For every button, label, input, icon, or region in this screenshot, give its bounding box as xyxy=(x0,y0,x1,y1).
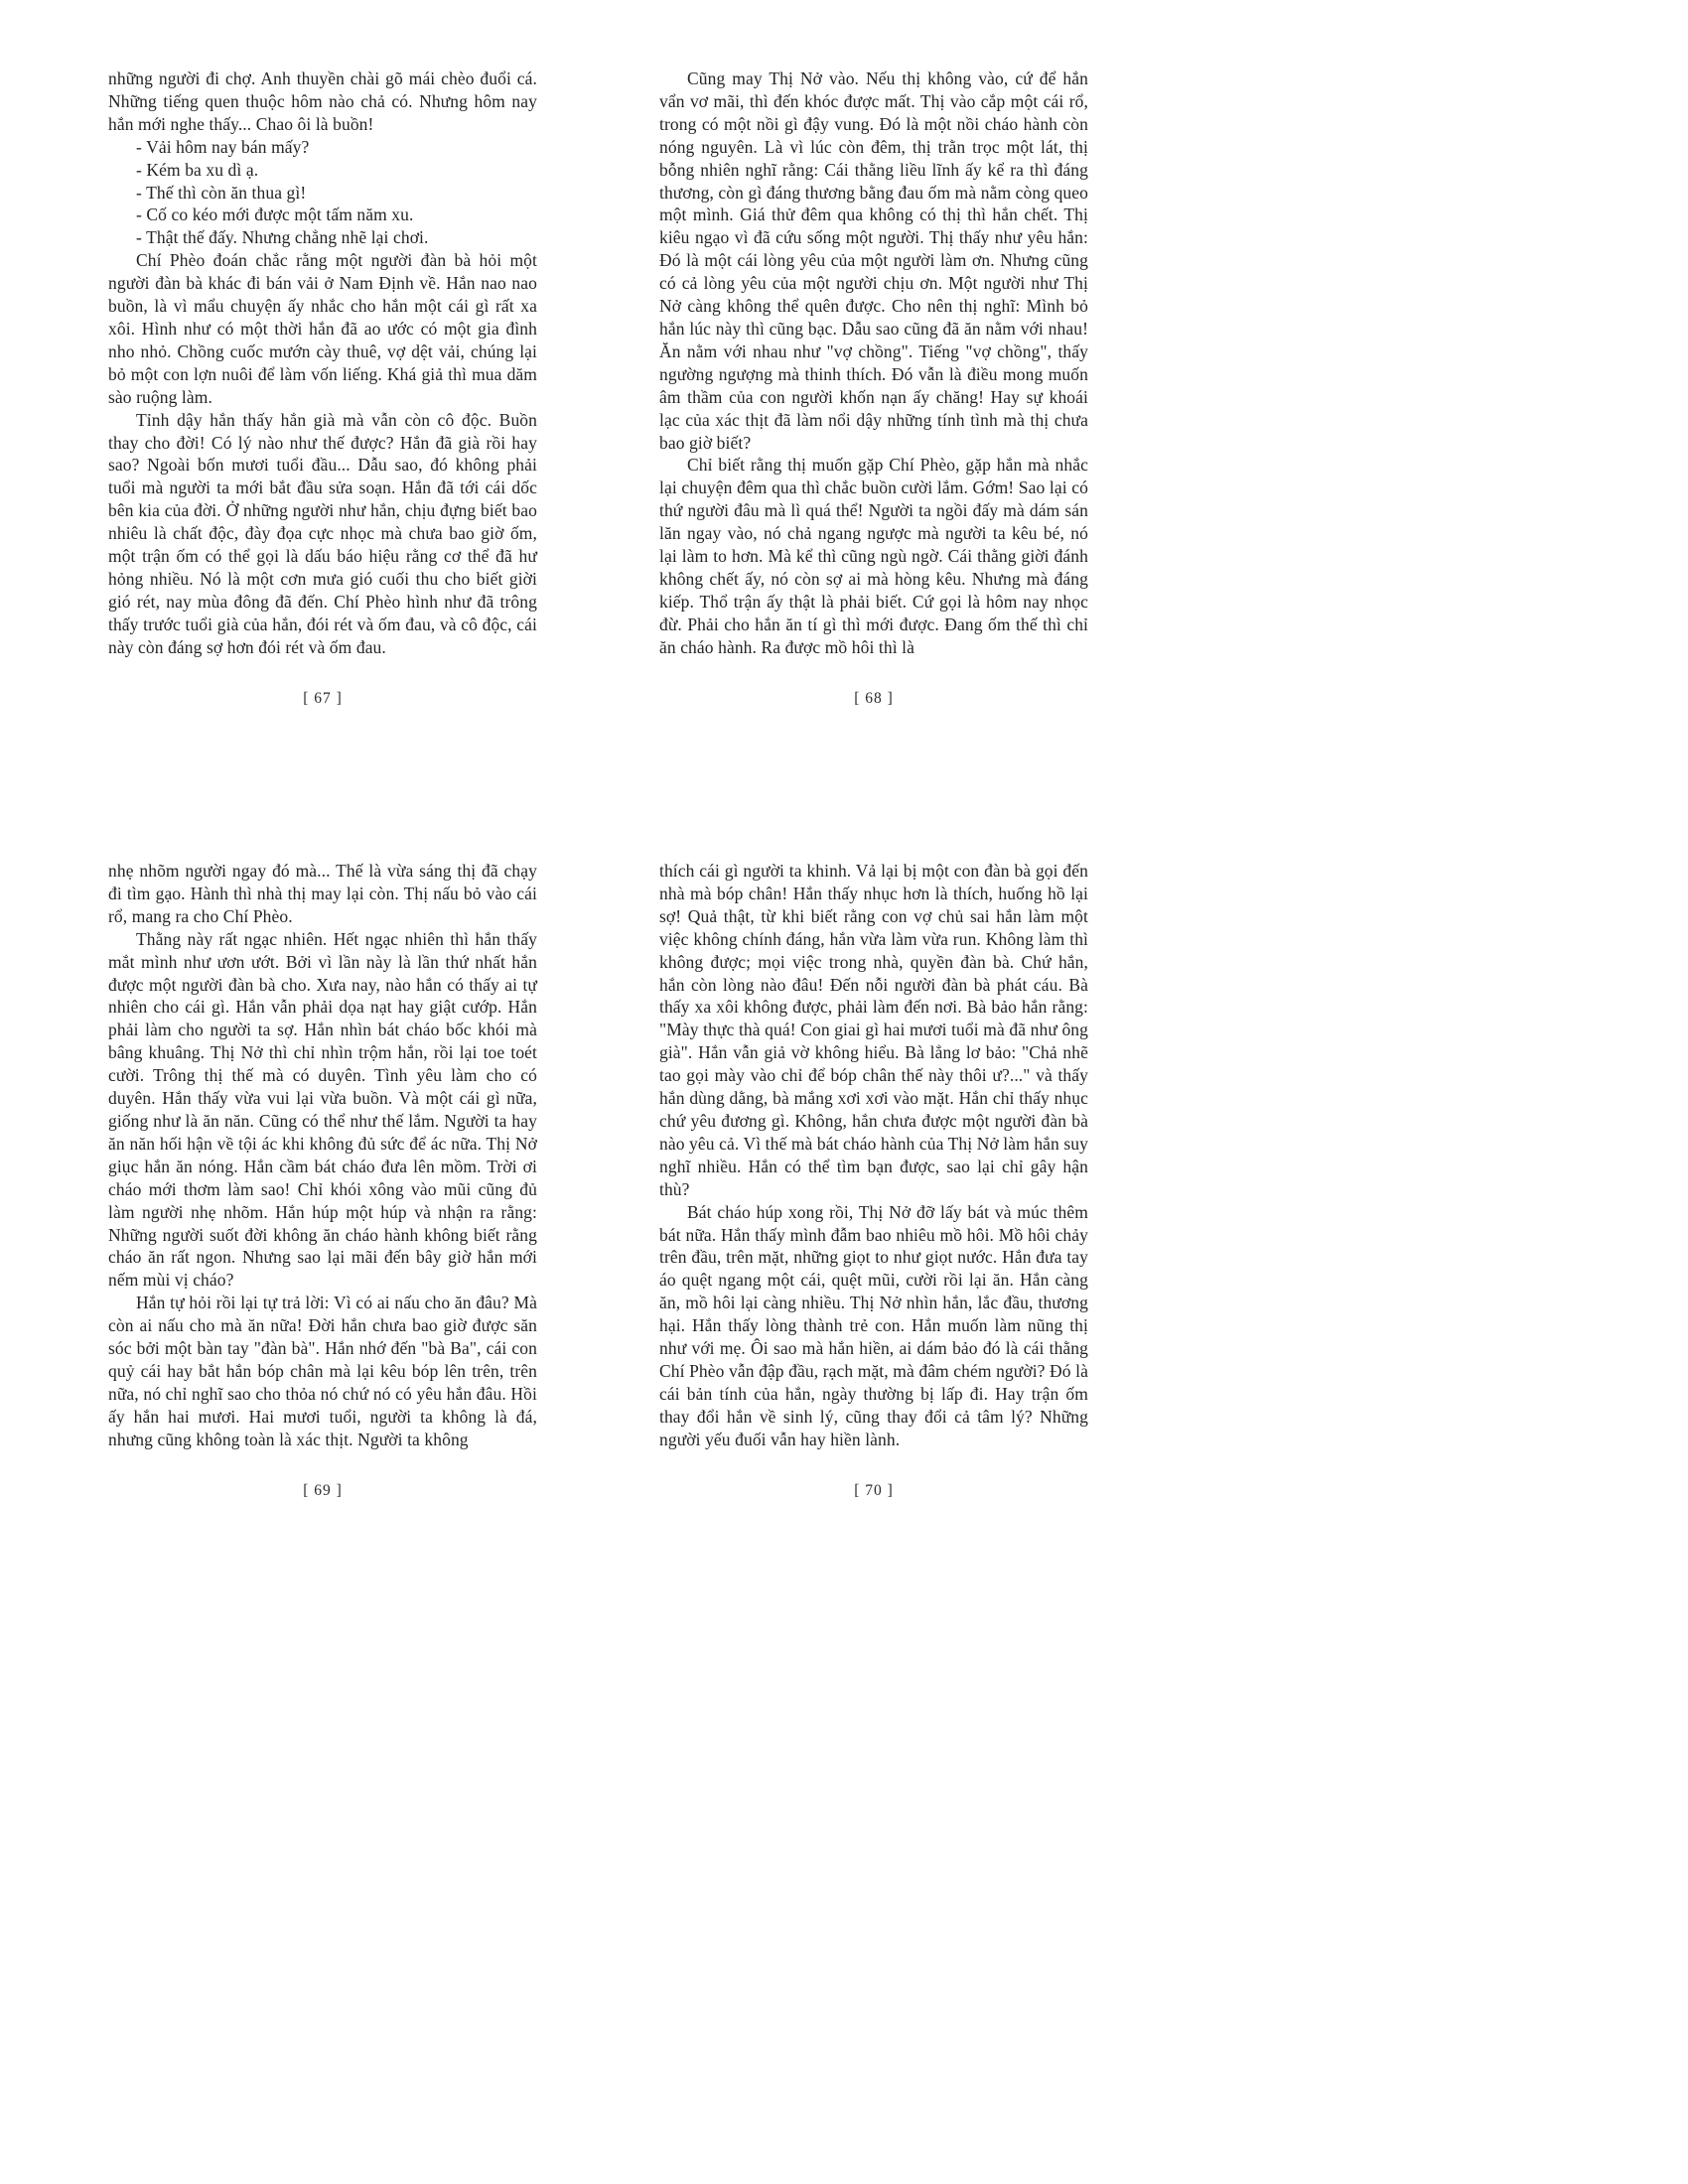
paragraph: Hắn tự hỏi rồi lại tự trả lời: Vì có ai nấu cho ăn đâu? Mà còn ai nấu cho mà ăn nữa! Đời hắn chưa bao giờ được săn sóc bởi một bàn tay "đàn bà". Hắn nhớ đến "bà Ba", cái con quỷ cái hay bắt hắn bóp chân mà lại kêu bóp lên trên, trên nữa, nó chỉ nghĩ sao cho thỏa nó chứ nó có yêu hắn đâu. Hồi ấy hắn hai mươi. Hai mươi tuổi, người ta không là đá, nhưng cũng không toàn là xác thịt. Người ta không xyxy=(108,1293,537,1449)
book-page-69 xyxy=(108,860,537,1500)
page-number: [ 68 ] xyxy=(854,690,894,707)
dialogue-line: - Kém ba xu dì ạ. xyxy=(136,159,259,180)
page-text xyxy=(659,68,1088,659)
paragraph: thích cái gì người ta khinh. Vả lại bị một con đàn bà gọi đến nhà mà bóp chân! Hắn thấy nhục hơn là thích, huống hồ lại sợ! Quả thật, từ khi biết rằng con vợ chủ sai hắn làm một việc không chính đáng, hắn vừa làm vừa run. Không làm thì không được; mọi việc trong nhà, quyền đàn bà. Chứ hắn, hắn còn lòng nào đâu! Đến nỗi người đàn bà phát cáu. Bà thấy xa xôi không được, phải làm đến nơi. Bà bảo hắn rằng: "Mày thực thà quá! Con giai gì hai mươi tuổi mà đã như ông già". Hắn vẫn giả vờ không hiểu. Bà lẳng lơ bảo: "Chả nhẽ tao gọi mày vào chỉ để bóp chân thế này thôi ư?..." và thấy hắn dùng dằng, bà mắng xơi xơi vào mặt. Hắn chỉ thấy nhục chứ yêu đương gì. Không, hắn chưa được một người đàn bà nào yêu cả. Vì thế mà bát cháo hành của Thị Nở làm hắn suy nghĩ nhiều. Hắn có thể tìm bạn được, sao lại chỉ gây hận thù? xyxy=(659,861,1088,1199)
paragraph: Chí Phèo đoán chắc rằng một người đàn bà hỏi một người đàn bà khác đi bán vải ở Nam Định về. Hắn nao nao buồn, là vì mẩu chuyện ấy nhắc cho hắn một cái gì rất xa xôi. Hình như có một thời hắn đã ao ước có một gia đình nho nhỏ. Chồng cuốc mướn cày thuê, vợ dệt vải, chúng lại bỏ một con lợn nuôi để làm vốn liếng. Khá giả thì mua dăm sào ruộng làm. xyxy=(108,250,537,407)
dialogue-line: - Thế thì còn ăn thua gì! xyxy=(136,182,307,203)
book-page-70 xyxy=(659,860,1088,1500)
dialogue-line: - Cố co kéo mới được một tấm năm xu. xyxy=(136,205,414,225)
book-page-68 xyxy=(659,68,1088,708)
book-page-67 xyxy=(108,68,537,708)
paragraph: Thằng này rất ngạc nhiên. Hết ngạc nhiên thì hắn thấy mắt mình như ươn ướt. Bởi vì lần này là lần thứ nhất hắn được một người đàn bà cho. Xưa nay, nào hắn có thấy ai tự nhiên cho cái gì. Hắn vẫn phải dọa nạt hay giật cướp. Hắn phải làm cho người ta sợ. Hắn nhìn bát cháo bốc khói mà bâng khuâng. Thị Nở thì chỉ nhìn trộm hắn, rồi lại toe toét cười. Trông thị thế mà có duyên. Tình yêu làm cho có duyên. Hắn thấy vừa vui lại vừa buồn. Và một cái gì nữa, giống như là ăn năn. Cũng có thể như thế lắm. Người ta hay ăn năn hối hận về tội ác khi không đủ sức để ác nữa. Thị Nở giục hắn ăn nóng. Hắn cầm bát cháo đưa lên mồm. Trời ơi cháo mới thơm làm sao! Chỉ khói xông vào mũi cũng đủ làm người nhẹ nhõm. Hắn húp một húp và nhận ra rằng: Những người suốt đời không ăn cháo hành không biết rằng cháo ăn rất ngon. Nhưng sao lại mãi đến bây giờ hắn mới nếm mùi vị cháo? xyxy=(108,928,537,1291)
paragraph: Chỉ biết rằng thị muốn gặp Chí Phèo, gặp hắn mà nhắc lại chuyện đêm qua thì chắc buồn cười lắm. Gớm! Sao lại có thứ người đâu mà lì quá thể! Người ta ngồi đấy mà dám sán lăn ngay vào, nó chả ngang ngược mà người ta kêu bé, nó lại làm to hơn. Mà kể thì cũng ngù ngờ. Cái thằng giời đánh không chết ấy, nó còn sợ ai mà hòng kêu. Nhưng mà đáng kiếp. Thổ trận ấy thật là phải biết. Cứ gọi là hôm nay nhọc đừ. Phải cho hắn ăn tí gì thì mới được. Đang ốm thế thì chỉ ăn cháo hành. Ra được mồ hôi thì là xyxy=(659,455,1088,657)
page-text xyxy=(108,860,537,1451)
paragraph: Bát cháo húp xong rồi, Thị Nở đỡ lấy bát và múc thêm bát nữa. Hắn thấy mình đẫm bao nhiêu mồ hôi. Mồ hôi chảy trên đầu, trên mặt, những giọt to như giọt nước. Hắn đưa tay áo quệt ngang một cái, quệt mũi, cười rồi lại ăn. Hắn càng ăn, mồ hôi lại càng nhiều. Thị Nở nhìn hắn, lắc đầu, thương hại. Hắn thấy lòng thành trẻ con. Hắn muốn làm nũng thị như với mẹ. Ôi sao mà hắn hiền, ai dám bảo đó là cái thằng Chí Phèo vẫn đập đầu, rạch mặt, mà đâm chém người? Đó là cái bản tính của hắn, ngày thường bị lấp đi. Hay trận ốm thay đổi hắn về sinh lý, cũng thay đổi cả tâm lý? Những người yếu đuối vẫn hay hiền lành. xyxy=(659,1201,1088,1449)
paragraph: Tỉnh dậy hắn thấy hắn già mà vẫn còn cô độc. Buồn thay cho đời! Có lý nào như thế được? Hắn đã già rồi hay sao? Ngoài bốn mươi tuổi đầu... Dẫu sao, đó không phải tuổi mà người ta mới bắt đầu sửa soạn. Hắn đã tới cái dốc bên kia của đời. Ở những người như hắn, chịu đựng biết bao nhiêu là chất độc, đày đọa cực nhọc mà chưa bao giờ ốm, một trận ốm có thể gọi là dấu báo hiệu rằng cơ thể đã hư hỏng nhiều. Nó là một cơn mưa gió cuối thu cho biết giời gió rét, nay mùa đông đã đến. Chí Phèo hình như đã trông thấy trước tuổi già của hắn, đói rét và ốm đau, và cô độc, cái này còn đáng sợ hơn đói rét và ốm đau. xyxy=(108,409,537,657)
dialogue-line: - Vải hôm nay bán mấy? xyxy=(136,136,310,157)
page-text xyxy=(659,860,1088,1451)
paragraph: nhẹ nhõm người ngay đó mà... Thế là vừa sáng thị đã chạy đi tìm gạo. Hành thì nhà thị may lại còn. Thị nấu bỏ vào cái rổ, mang ra cho Chí Phèo. xyxy=(108,861,537,926)
dialogue-line: - Thật thế đấy. Nhưng chẳng nhẽ lại chơi. xyxy=(136,227,429,248)
paragraph: Cũng may Thị Nở vào. Nếu thị không vào, cứ để hắn vẩn vơ mãi, thì đến khóc được mất. Thị vào cắp một cái rổ, trong có một nồi gì đậy vung. Đó là một nồi cháo hành còn nóng nguyên. Là vì lúc còn đêm, thị trằn trọc một lát, thị bỗng nhiên nghĩ rằng: Cái thằng liều lĩnh ấy kể ra thì đáng thương, còn gì đáng thương bằng đau ốm mà nằm còng queo một mình. Giá thử đêm qua không có thị thì hắn chết. Thị kiêu ngạo vì đã cứu sống một người. Thị thấy như yêu hắn: Đó là một cái lòng yêu của một người làm ơn. Nhưng cũng có cả lòng yêu của một người chịu ơn. Một người như Thị Nở càng không thể quên được. Cho nên thị nghĩ: Mình bỏ hắn lúc này thì cũng bạc. Dẫu sao cũng đã ăn nằm với nhau! Ăn nằm với nhau như "vợ chồng". Tiếng "vợ chồng", thấy ngường ngượng mà thinh thích. Đó vẫn là điều mong muốn âm thầm của con người khốn nạn ấy chăng! Hay sự khoái lạc của xác thịt đã làm nổi dậy những tính tình mà thị chưa bao giờ biết? xyxy=(659,68,1088,453)
page-number: [ 70 ] xyxy=(854,1482,894,1499)
page-text xyxy=(108,68,537,659)
paragraph: những người đi chợ. Anh thuyền chài gõ mái chèo đuổi cá. Những tiếng quen thuộc hôm nào chả có. Nhưng hôm nay hắn mới nghe thấy... Chao ôi là buồn! xyxy=(108,68,537,134)
page-number: [ 69 ] xyxy=(303,1482,343,1499)
page-number: [ 67 ] xyxy=(303,690,343,707)
